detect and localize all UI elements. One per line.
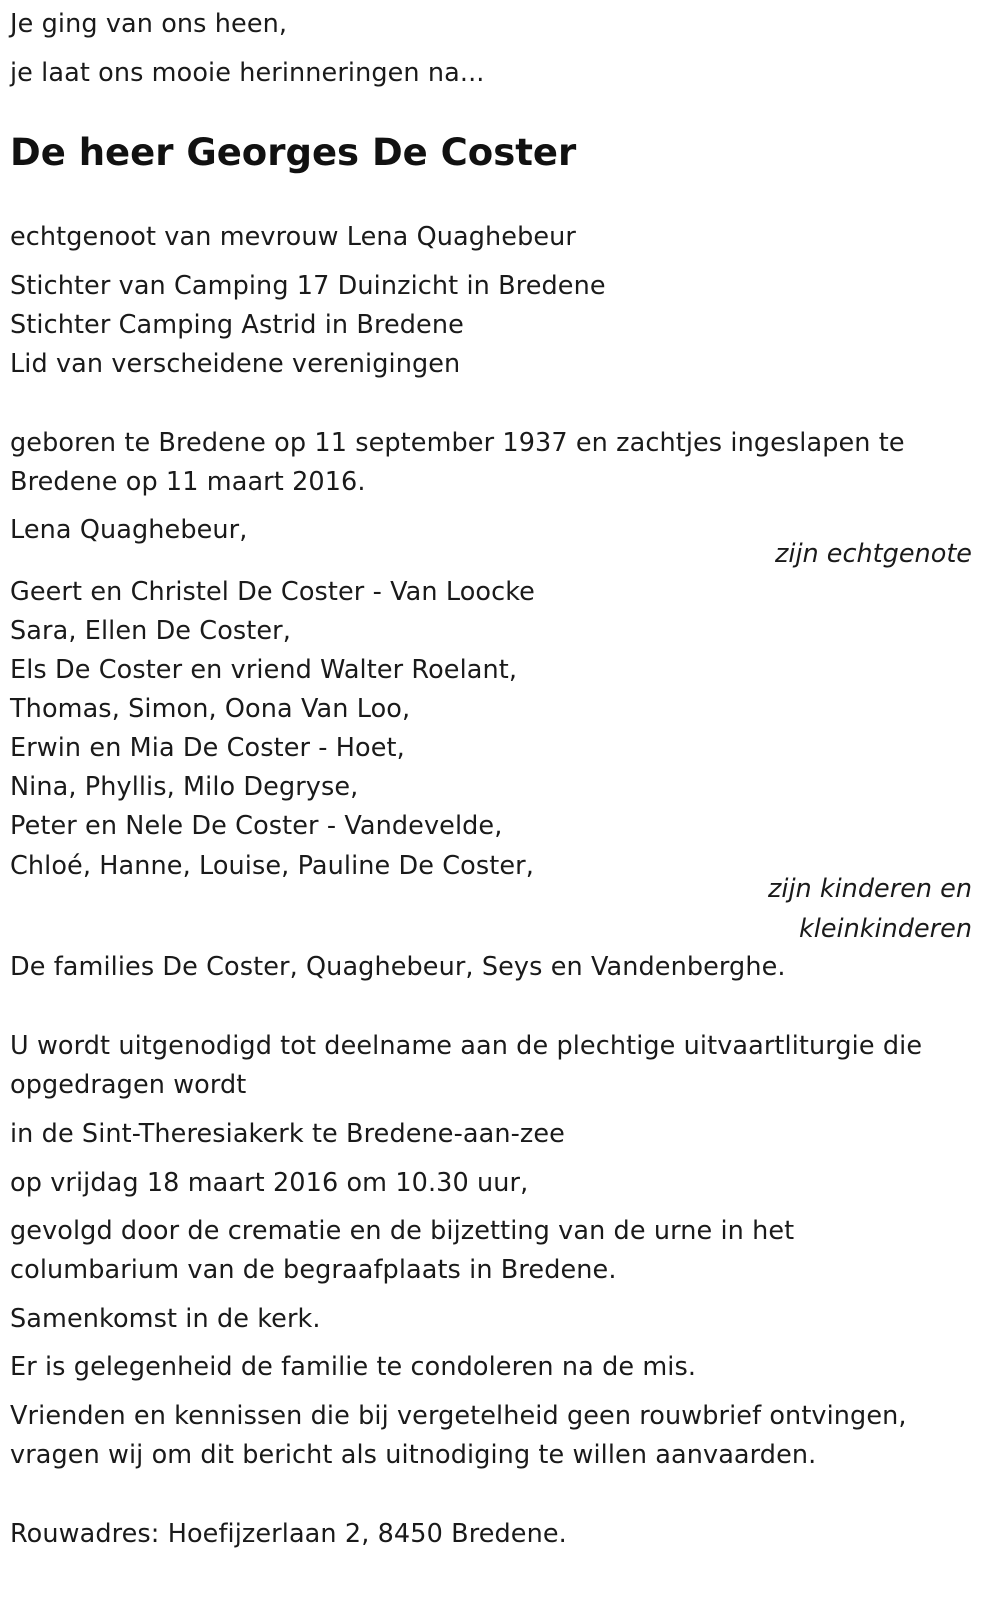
intro-line-2: je laat ons mooie herinneringen na... [10, 58, 485, 88]
notice-line-1: Vrienden en kennissen die bij vergetelheid geen rouwbrief ontvingen, [10, 1401, 907, 1431]
child-line: Thomas, Simon, Oona Van Loo, [10, 694, 411, 724]
families-line: De families De Coster, Quaghebeur, Seys en Vandenberghe. [10, 952, 786, 982]
child-line: Sara, Ellen De Coster, [10, 616, 291, 646]
obituary-notice [10, 0, 972, 1600]
intro-line-1: Je ging van ons heen, [10, 9, 288, 39]
child-line: Els De Coster en vriend Walter Roelant, [10, 655, 518, 685]
child-line: Nina, Phyllis, Milo Degryse, [10, 772, 359, 802]
children-relation-line-2: kleinkinderen [798, 914, 972, 944]
notice-line-2: vragen wij om dit bericht als uitnodiging te willen aanvaarden. [10, 1440, 817, 1470]
invitation-line-2: opgedragen wordt [10, 1070, 247, 1100]
birth-death-line-2: Bredene op 11 maart 2016. [10, 467, 366, 497]
role-line: Stichter van Camping 17 Duinzicht in Bredene [10, 271, 606, 301]
children-relation-line-1: zijn kinderen en [768, 874, 972, 904]
cremation-line-1: gevolgd door de crematie en de bijzetting van de urne in het [10, 1216, 795, 1246]
child-line: Geert en Christel De Coster - Van Loocke [10, 577, 535, 607]
mourning-address: Rouwadres: Hoefijzerlaan 2, 8450 Bredene. [10, 1519, 567, 1549]
deceased-name: De heer Georges De Coster [10, 131, 577, 174]
condolence-line: Er is gelegenheid de familie te condoleren na de mis. [10, 1352, 697, 1382]
child-line: Peter en Nele De Coster - Vandevelde, [10, 811, 503, 841]
child-line: Erwin en Mia De Coster - Hoet, [10, 733, 405, 763]
spouse-name: Lena Quaghebeur, [10, 515, 248, 545]
birth-death-line-1: geboren te Bredene op 11 september 1937 en zachtjes ingeslapen te [10, 428, 905, 458]
spouse-relation: zijn echtgenote [774, 539, 972, 569]
invitation-datetime: op vrijdag 18 maart 2016 om 10.30 uur, [10, 1168, 529, 1198]
spouse-line: echtgenoot van mevrouw Lena Quaghebeur [10, 222, 577, 252]
gathering-line: Samenkomst in de kerk. [10, 1304, 321, 1334]
invitation-location: in de Sint-Theresiakerk te Bredene-aan-zee [10, 1119, 565, 1149]
role-line: Lid van verscheidene verenigingen [10, 349, 461, 379]
invitation-line-1: U wordt uitgenodigd tot deelname aan de plechtige uitvaartliturgie die [10, 1031, 923, 1061]
cremation-line-2: columbarium van de begraafplaats in Bredene. [10, 1255, 617, 1285]
child-line: Chloé, Hanne, Louise, Pauline De Coster, [10, 851, 534, 881]
role-line: Stichter Camping Astrid in Bredene [10, 310, 464, 340]
